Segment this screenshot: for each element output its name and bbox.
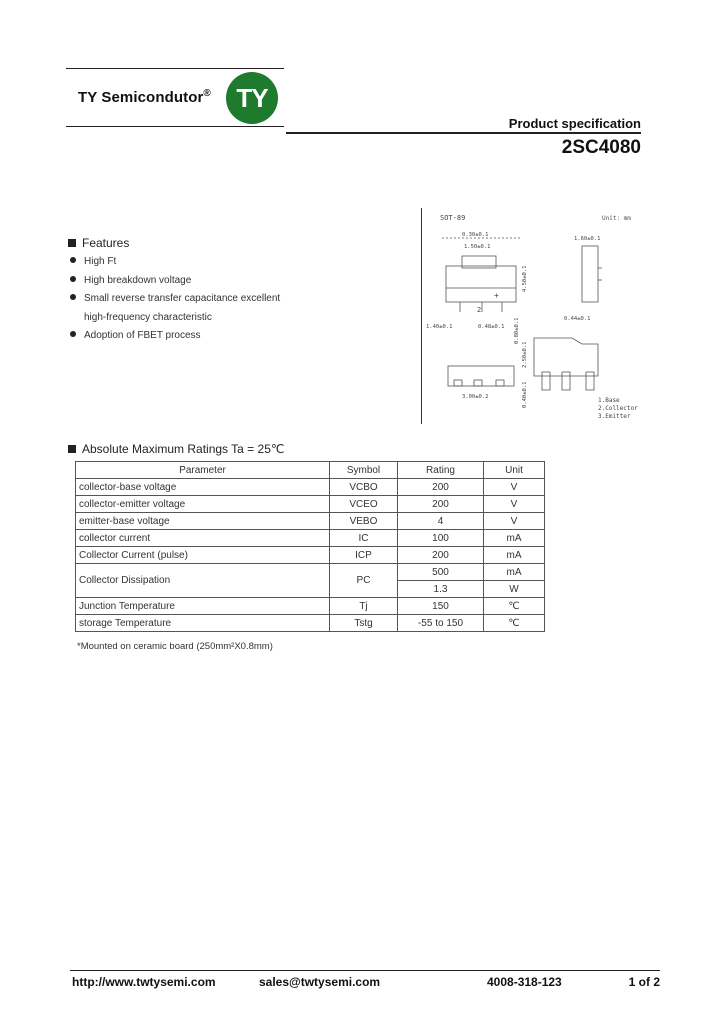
footer-phone: 4008-318-123 (487, 975, 562, 989)
table-row: collector current IC 100 mA (76, 530, 545, 547)
pin-legend: 1.Base (598, 397, 620, 404)
ratings-table (75, 461, 545, 632)
table-row: Collector Current (pulse) ICP 200 mA (76, 547, 545, 564)
table-row: emitter-base voltage VEBO 4 V (76, 513, 545, 530)
dimension-label: 0.80±0.1 (514, 317, 520, 344)
svg-text:+: + (494, 291, 499, 300)
dimension-label: 0.30±0.1 (462, 232, 489, 238)
part-number: 2SC4080 (561, 137, 641, 158)
header-bottom-rule (66, 126, 284, 127)
dimension-label: 2.50±0.1 (522, 341, 528, 368)
feature-item: Adoption of FBET process (70, 330, 201, 341)
dimension-label: 1.50±0.1 (464, 244, 491, 250)
pin-legend: 3.Emitter (598, 413, 631, 420)
feature-item: High Ft (70, 256, 116, 267)
dimension-label: 0.48±0.1 (478, 324, 505, 330)
table-row: collector-emitter voltage VCEO 200 V (76, 496, 545, 513)
table-row-dissipation-sub: 1.3 W (76, 581, 545, 598)
dimension-label: 0.40±0.1 (522, 381, 528, 408)
package-outline-drawing (421, 208, 644, 424)
features-heading: Features (68, 236, 129, 250)
dimension-label: 1.60±0.1 (574, 236, 601, 242)
table-row: collector-base voltage VCBO 200 V (76, 479, 545, 496)
ratings-heading: Absolute Maximum Ratings Ta = 25℃ (68, 442, 284, 456)
footer-email[interactable]: sales@twtysemi.com (259, 975, 381, 989)
header-top-rule (66, 68, 284, 69)
feature-item-continued: high-frequency characteristic (84, 312, 212, 323)
table-row-dissipation: Collector Dissipation PC 500 mA (76, 564, 545, 581)
pin-number: 2 (477, 306, 482, 314)
bullet-icon (70, 294, 76, 300)
dimension-label: 3.00±0.2 (462, 394, 489, 400)
table-footnote: *Mounted on ceramic board (250mm²X0.8mm) (77, 641, 273, 652)
dimension-label: 1.40±0.1 (426, 324, 453, 330)
dimension-label: 4.50±0.1 (522, 265, 528, 292)
col-parameter: Parameter (76, 462, 330, 479)
brand-name: TY Semicondutor® (78, 88, 211, 106)
pin-legend: 2.Collector (598, 405, 638, 412)
package-3d-view (534, 338, 598, 376)
bullet-icon (70, 331, 76, 337)
col-rating: Rating (398, 462, 484, 479)
package-body (446, 266, 516, 302)
table-row: storage Temperature Tstg -55 to 150 ℃ (76, 615, 545, 632)
page-number: 1 of 2 (628, 975, 660, 989)
square-bullet-icon (68, 239, 76, 247)
dimension-label: 0.44±0.1 (564, 316, 591, 322)
unit-label: Unit: mm (602, 215, 631, 222)
square-bullet-icon (68, 445, 76, 453)
bullet-icon (70, 257, 76, 263)
footer-rule (70, 970, 660, 971)
package-side-view (582, 246, 598, 302)
spec-title: Product specification (508, 116, 641, 131)
ty-logo: TY (226, 72, 278, 124)
feature-item: Small reverse transfer capacitance excellent (70, 293, 280, 304)
package-name: SOT-89 (440, 214, 466, 222)
footer-url[interactable]: http://www.twtysemi.com (72, 975, 216, 989)
col-unit: Unit (484, 462, 545, 479)
feature-item: High breakdown voltage (70, 275, 191, 286)
table-row: Junction Temperature Tj 150 ℃ (76, 598, 545, 615)
col-symbol: Symbol (330, 462, 398, 479)
title-rule (286, 132, 641, 134)
bullet-icon (70, 276, 76, 282)
table-header-row (76, 462, 545, 479)
